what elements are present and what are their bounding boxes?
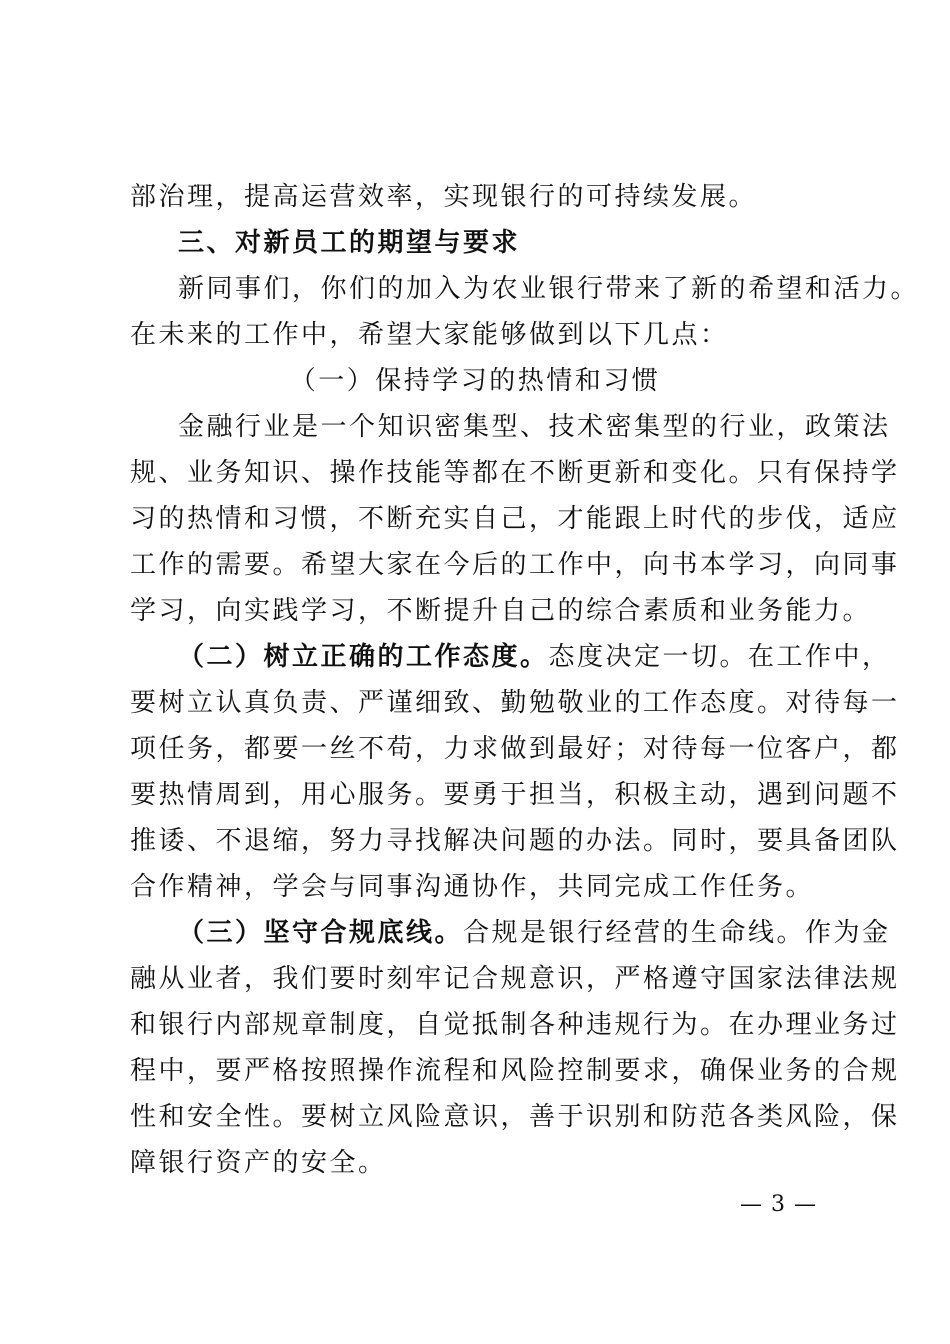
paragraph-line: 要树立认真负责、严谨细致、勤勉敬业的工作态度。对待每一: [130, 688, 900, 718]
paragraph-line: 融从业者，我们要时刻牢记合规意识，严格遵守国家法律法规: [130, 964, 900, 994]
paragraph-line: 在未来的工作中，希望大家能够做到以下几点：: [130, 320, 729, 350]
paragraph-line: 部治理，提高运营效率，实现银行的可持续发展。: [130, 182, 758, 212]
paragraph-line-with-heading: [178, 638, 891, 676]
paragraph-line: 习的热情和习惯，不断充实自己，才能跟上时代的步伐，适应: [130, 504, 900, 534]
paragraph-line: 障银行资产的安全。: [130, 1148, 387, 1178]
paragraph-line: 学习，向实践学习，不断提升自己的综合素质和业务能力。: [130, 596, 872, 626]
paragraph-line: 金融行业是一个知识密集型、技术密集型的行业，政策法: [178, 412, 891, 442]
paragraph-line: 工作的需要。希望大家在今后的工作中，向书本学习，向同事: [130, 550, 900, 580]
subheading-one: （一）保持学习的热情和习惯: [289, 366, 661, 396]
paragraph-line: 新同事们，你们的加入为农业银行带来了新的希望和活力。: [178, 274, 920, 304]
paragraph-line: 性和安全性。要树立风险意识，善于识别和防范各类风险，保: [130, 1102, 900, 1132]
paragraph-line: 合作精神，学会与同事沟通协作，共同完成工作任务。: [130, 872, 815, 902]
page-number: — 3 —: [740, 1192, 817, 1217]
paragraph-line: 程中，要严格按照操作流程和风险控制要求，确保业务的合规: [130, 1056, 900, 1086]
subheading-three: （三）坚守合规底线。: [178, 918, 464, 948]
inline-text: 合规是银行经营的生命线。作为金: [463, 918, 891, 948]
paragraph-line: 要热情周到，用心服务。要勇于担当，积极主动，遇到问题不: [130, 780, 900, 810]
paragraph-line-with-heading: [178, 914, 891, 952]
inline-text: 态度决定一切。在工作中，: [548, 642, 891, 672]
subheading-two: （二）树立正确的工作态度。: [178, 642, 549, 672]
paragraph-line: 推诿、不退缩，努力寻找解决问题的办法。同时，要具备团队: [130, 826, 900, 856]
paragraph-line: 和银行内部规章制度，自觉抵制各种违规行为。在办理业务过: [130, 1010, 900, 1040]
paragraph-line: 项任务，都要一丝不苟，力求做到最好；对待每一位客户，都: [130, 734, 900, 764]
section-heading: 三、对新员工的期望与要求: [178, 228, 521, 258]
paragraph-line: 规、业务知识、操作技能等都在不断更新和变化。只有保持学: [130, 458, 900, 488]
